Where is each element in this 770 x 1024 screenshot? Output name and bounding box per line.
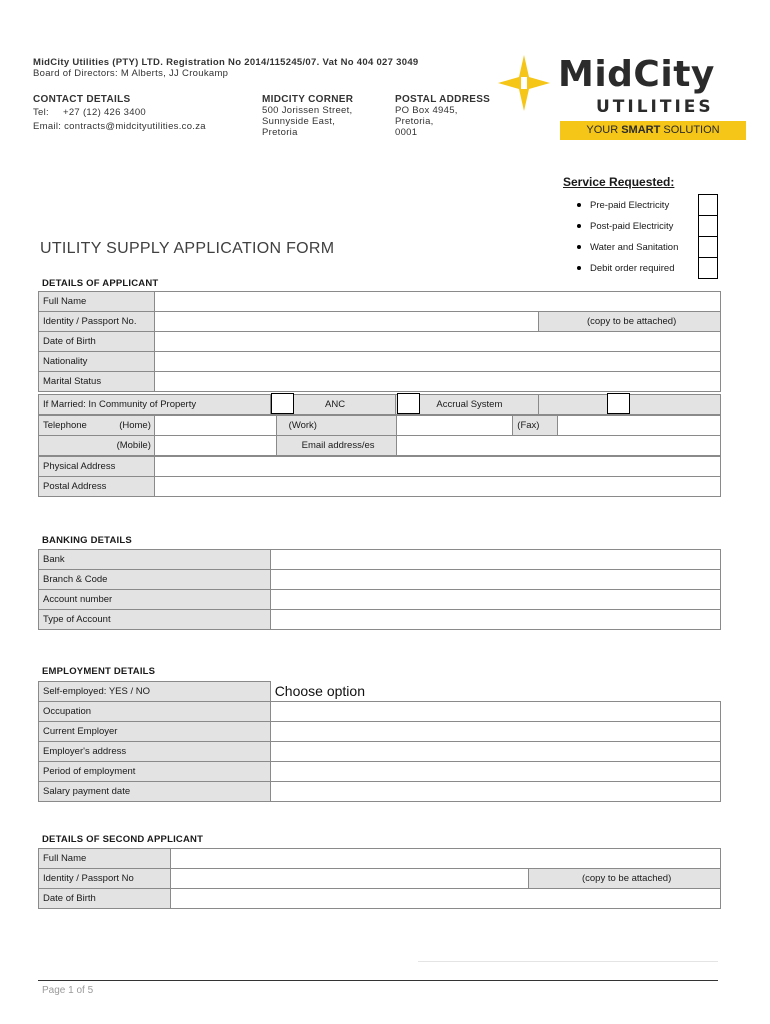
accrual-checkbox[interactable]	[607, 393, 630, 414]
home-label: (Home)	[119, 420, 151, 431]
postal-address-field[interactable]	[154, 477, 720, 497]
id-field[interactable]	[154, 312, 538, 332]
banking-heading: BANKING DETAILS	[42, 535, 132, 546]
bullet-icon	[577, 203, 581, 207]
employment-heading: EMPLOYMENT DETAILS	[42, 666, 156, 677]
account-type-field[interactable]	[270, 610, 720, 630]
full-name-label: Full Name	[39, 292, 155, 312]
faint-line	[418, 961, 718, 962]
company-registration-line: MidCity Utilities (PTY) LTD. Registration No 2014/115245/07. Vat No 404 027 3049	[33, 57, 419, 68]
banking-table	[38, 549, 721, 630]
form-title: UTILITY SUPPLY APPLICATION FORM	[40, 240, 335, 257]
tel-label: Tel:	[33, 107, 49, 118]
telephone-label	[39, 416, 155, 436]
applicant-table	[38, 291, 721, 392]
second-full-name-field[interactable]	[170, 849, 720, 869]
accrual-label: Accrual System	[396, 395, 539, 415]
second-full-name-label: Full Name	[39, 849, 171, 869]
service-item-postpaid	[577, 221, 673, 232]
corner-line-3: Pretoria	[262, 127, 298, 138]
employment-period-label: Period of employment	[39, 762, 271, 782]
footer-divider	[38, 980, 718, 981]
midcity-logo	[498, 55, 750, 145]
bullet-icon	[577, 224, 581, 228]
married-label: If Married: In Community of Property	[39, 395, 271, 415]
occupation-label: Occupation	[39, 702, 271, 722]
physical-address-field[interactable]	[154, 457, 720, 477]
employer-address-label: Employer's address	[39, 742, 271, 762]
telephone-text: Telephone	[43, 420, 87, 431]
second-applicant-table	[38, 848, 721, 909]
employment-period-field[interactable]	[270, 762, 720, 782]
board-of-directors: Board of Directors: M Alberts, JJ Croukamp	[33, 68, 229, 79]
home-phone-field[interactable]	[154, 416, 276, 436]
salary-date-field[interactable]	[270, 782, 720, 802]
branch-code-label: Branch & Code	[39, 570, 271, 590]
postal-address-label: Postal Address	[39, 477, 155, 497]
second-id-label: Identity / Passport No	[39, 869, 171, 889]
corner-line-2: Sunnyside East,	[262, 116, 336, 127]
midcity-corner-block	[262, 94, 353, 138]
self-employed-select[interactable]	[270, 682, 720, 702]
email-field[interactable]	[396, 436, 720, 456]
star-icon	[498, 55, 550, 111]
dob-field[interactable]	[154, 332, 720, 352]
fax-field[interactable]	[558, 416, 721, 436]
anc-checkbox[interactable]	[397, 393, 420, 414]
second-dob-field[interactable]	[170, 889, 720, 909]
tagline-pre: YOUR	[586, 124, 622, 136]
marital-status-field[interactable]	[154, 372, 720, 392]
current-employer-field[interactable]	[270, 722, 720, 742]
account-type-label: Type of Account	[39, 610, 271, 630]
contact-email: Email: contracts@midcityutilities.co.za	[33, 121, 206, 132]
physical-address-label: Physical Address	[39, 457, 155, 477]
address-rows	[38, 456, 721, 497]
current-employer-label: Current Employer	[39, 722, 271, 742]
choose-option-text: Choose option	[274, 683, 365, 700]
account-number-label: Account number	[39, 590, 271, 610]
midcity-corner-title: MIDCITY CORNER	[262, 94, 354, 105]
water-checkbox[interactable]	[698, 236, 718, 258]
employer-address-field[interactable]	[270, 742, 720, 762]
page-number: Page 1 of 5	[42, 985, 94, 996]
id-label: Identity / Passport No.	[39, 312, 155, 332]
employment-table	[38, 681, 721, 802]
nationality-label: Nationality	[39, 352, 155, 372]
second-id-copy-note: (copy to be attached)	[529, 869, 721, 889]
branch-code-field[interactable]	[270, 570, 720, 590]
account-number-field[interactable]	[270, 590, 720, 610]
postal-line-1: PO Box 4945,	[395, 105, 458, 116]
tagline-bold: SMART	[621, 124, 661, 136]
debit-order-checkbox[interactable]	[698, 257, 718, 279]
bullet-icon	[577, 245, 581, 249]
tel-number: +27 (12) 426 3400	[62, 107, 146, 118]
telephone-rows	[38, 415, 721, 456]
postal-line-2: Pretoria,	[395, 116, 434, 127]
postal-address-block	[395, 94, 490, 138]
bank-field[interactable]	[270, 550, 720, 570]
work-label: (Work)	[276, 416, 396, 436]
corner-line-1: 500 Jorissen Street,	[262, 105, 353, 116]
service-item-debit-order	[577, 263, 675, 274]
full-name-field[interactable]	[154, 292, 720, 312]
logo-sub: UTILITIES	[596, 97, 714, 117]
id-copy-note: (copy to be attached)	[539, 312, 721, 332]
tagline-post: SOLUTION	[660, 124, 720, 136]
self-employed-label: Self-employed: YES / NO	[39, 682, 271, 702]
prepaid-checkbox[interactable]	[698, 194, 718, 216]
bullet-icon	[577, 266, 581, 270]
email-label: Email address/es	[276, 436, 396, 456]
service-label: Post-paid Electricity	[590, 221, 674, 232]
postal-line-3: 0001	[395, 127, 418, 138]
postpaid-checkbox[interactable]	[698, 215, 718, 237]
contact-details-title: CONTACT DETAILS	[33, 94, 131, 105]
bank-label: Bank	[39, 550, 271, 570]
salary-date-label: Salary payment date	[39, 782, 271, 802]
contact-details-block	[33, 94, 206, 132]
logo-tagline	[560, 121, 746, 140]
community-property-checkbox[interactable]	[271, 393, 294, 414]
second-id-field[interactable]	[170, 869, 528, 889]
mobile-field[interactable]	[154, 436, 276, 456]
postal-address-title: POSTAL ADDRESS	[395, 94, 491, 105]
marital-status-label: Marital Status	[39, 372, 155, 392]
occupation-field[interactable]	[270, 702, 720, 722]
second-applicant-heading: DETAILS OF SECOND APPLICANT	[42, 834, 204, 845]
service-label: Debit order required	[590, 263, 675, 274]
logo-name: MidCity	[558, 54, 715, 95]
service-item-water	[577, 242, 678, 253]
dob-label: Date of Birth	[39, 332, 155, 352]
service-label: Pre-paid Electricity	[590, 200, 670, 211]
service-label: Water and Sanitation	[590, 242, 679, 253]
fax-label: (Fax)	[513, 416, 558, 436]
applicant-heading: DETAILS OF APPLICANT	[42, 278, 159, 289]
service-requested-title: Service Requested:	[563, 175, 675, 189]
second-dob-label: Date of Birth	[39, 889, 171, 909]
anc-label: ANC	[270, 395, 396, 415]
nationality-field[interactable]	[154, 352, 720, 372]
work-phone-field[interactable]	[396, 416, 513, 436]
mobile-label: (Mobile)	[39, 436, 155, 456]
service-item-prepaid	[577, 200, 669, 211]
